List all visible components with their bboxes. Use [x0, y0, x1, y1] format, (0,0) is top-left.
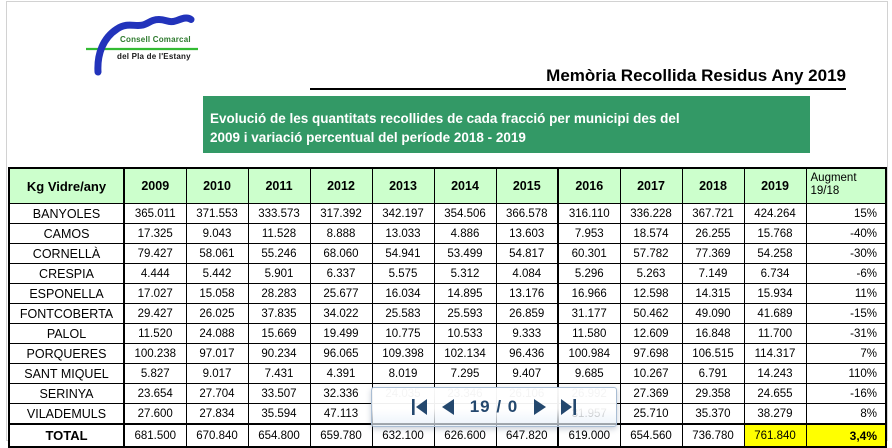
table-cell: 25.583 [372, 304, 434, 324]
table-cell: 100.984 [558, 344, 620, 364]
table-cell: 15.768 [744, 224, 806, 244]
column-header: 2012 [310, 168, 372, 204]
table-cell: 25.677 [310, 284, 372, 304]
column-header: 2015 [496, 168, 558, 204]
column-header: 2017 [620, 168, 682, 204]
table-cell: 60.301 [558, 244, 620, 264]
column-header: Kg Vidre/any [9, 168, 124, 204]
column-header: 2016 [558, 168, 620, 204]
table-cell: 11% [806, 284, 886, 304]
table-cell: 316.110 [558, 204, 620, 224]
table-cell: 11.528 [248, 224, 310, 244]
table-cell: 4.444 [124, 264, 186, 284]
table-cell: -30% [806, 244, 886, 264]
table-cell: 15.934 [744, 284, 806, 304]
table-cell: 632.100 [372, 424, 434, 447]
table-cell: 5.296 [558, 264, 620, 284]
table-cell: 57.782 [620, 244, 682, 264]
table-cell: 5.901 [248, 264, 310, 284]
table-cell: 49.090 [682, 304, 744, 324]
logo-text-line1: Consell Comarcal [120, 35, 191, 44]
table-row [9, 324, 886, 344]
column-header: 2013 [372, 168, 434, 204]
table-cell: 25.710 [620, 404, 682, 425]
table-cell: 29.427 [124, 304, 186, 324]
table-row [9, 304, 886, 324]
table-cell: 96.436 [496, 344, 558, 364]
table-cell: 670.840 [186, 424, 248, 447]
table-cell: 736.780 [682, 424, 744, 447]
section-banner [203, 96, 810, 153]
row-label: PALOL [9, 324, 124, 344]
table-cell: 5.312 [434, 264, 496, 284]
table-cell: 15.669 [248, 324, 310, 344]
table-cell: 110% [806, 364, 886, 384]
table-cell: 27.704 [186, 384, 248, 404]
table-cell: 17.325 [124, 224, 186, 244]
table-cell: 5.575 [372, 264, 434, 284]
table-cell: 55.246 [248, 244, 310, 264]
table-cell: 3,4% [806, 424, 886, 447]
table-cell: 50.462 [620, 304, 682, 324]
table-cell: 6.791 [682, 364, 744, 384]
row-label: PORQUERES [9, 344, 124, 364]
table-cell: 9.043 [186, 224, 248, 244]
table-cell: 17.027 [124, 284, 186, 304]
table-cell: 114.317 [744, 344, 806, 364]
table-cell: 8.019 [372, 364, 434, 384]
banner-line1: Evolució de les quantitats recollides de cada fracció per municipi des del [210, 111, 680, 126]
table-cell: 38.279 [744, 404, 806, 425]
next-page-button[interactable] [533, 398, 547, 416]
table-cell: 16.848 [682, 324, 744, 344]
row-label: CRESPIA [9, 264, 124, 284]
table-cell: -40% [806, 224, 886, 244]
row-label: ESPONELLA [9, 284, 124, 304]
table-cell: 16.034 [372, 284, 434, 304]
table-cell: -31% [806, 324, 886, 344]
table-cell: 24.088 [186, 324, 248, 344]
table-row [9, 244, 886, 264]
table-cell: 7% [806, 344, 886, 364]
table-cell: 6.337 [310, 264, 372, 284]
table-cell: 8.888 [310, 224, 372, 244]
table-cell: 354.506 [434, 204, 496, 224]
table-cell: 626.600 [434, 424, 496, 447]
table-row [9, 344, 886, 364]
table-cell: 761.840 [744, 424, 806, 447]
table-cell: 90.234 [248, 344, 310, 364]
table-cell: 102.134 [434, 344, 496, 364]
table-row [9, 364, 886, 384]
row-label: TOTAL [9, 424, 124, 447]
table-cell: 53.499 [434, 244, 496, 264]
column-header: 2010 [186, 168, 248, 204]
table-cell: 10.267 [620, 364, 682, 384]
table-cell: 77.369 [682, 244, 744, 264]
column-header: 2019 [744, 168, 806, 204]
table-cell: 26.859 [496, 304, 558, 324]
last-page-button[interactable] [560, 398, 577, 416]
table-cell: -6% [806, 264, 886, 284]
column-header: 2011 [248, 168, 310, 204]
previous-page-button[interactable] [441, 398, 455, 416]
column-header: Augment 19/18 [806, 168, 886, 204]
table-cell: 424.264 [744, 204, 806, 224]
row-label: SERINYA [9, 384, 124, 404]
table-cell: 33.507 [248, 384, 310, 404]
table-cell: 58.061 [186, 244, 248, 264]
table-cell: 15% [806, 204, 886, 224]
column-header: 2009 [124, 168, 186, 204]
table-cell: 27.600 [124, 404, 186, 425]
table-cell: 11.520 [124, 324, 186, 344]
table-cell: 5.263 [620, 264, 682, 284]
table-total-row [9, 424, 886, 447]
table-cell: 31.177 [558, 304, 620, 324]
column-header: 2018 [682, 168, 744, 204]
table-row [9, 224, 886, 244]
table-cell: 14.315 [682, 284, 744, 304]
table-cell: 654.800 [248, 424, 310, 447]
table-cell: 19.499 [310, 324, 372, 344]
table-cell: 26.255 [682, 224, 744, 244]
table-cell: 10.775 [372, 324, 434, 344]
table-cell: 100.238 [124, 344, 186, 364]
table-cell: 681.500 [124, 424, 186, 447]
table-cell: 29.358 [682, 384, 744, 404]
table-cell: 366.578 [496, 204, 558, 224]
table-row [9, 204, 886, 224]
table-cell: -15% [806, 304, 886, 324]
table-cell: 54.941 [372, 244, 434, 264]
table-cell: 12.598 [620, 284, 682, 304]
table-cell: 35.594 [248, 404, 310, 425]
consell-comarcal-logo [84, 8, 206, 76]
table-cell: 647.820 [496, 424, 558, 447]
table-cell: 9.017 [186, 364, 248, 384]
table-cell: 23.654 [124, 384, 186, 404]
table-cell: 35.370 [682, 404, 744, 425]
table-cell: 97.017 [186, 344, 248, 364]
table-cell: 24.655 [744, 384, 806, 404]
table-cell: 15.058 [186, 284, 248, 304]
table-cell: 7.149 [682, 264, 744, 284]
row-label: VILADEMULS [9, 404, 124, 425]
table-row [9, 264, 886, 284]
table-cell: 5.827 [124, 364, 186, 384]
table-cell: 333.573 [248, 204, 310, 224]
row-label: FONTCOBERTA [9, 304, 124, 324]
table-cell: 12.609 [620, 324, 682, 344]
banner-line2: 2009 i variació percentual del període 2018 - 2019 [210, 130, 526, 145]
table-header [9, 168, 886, 204]
table-cell: 32.336 [310, 384, 372, 404]
table-cell: 109.398 [372, 344, 434, 364]
table-cell: 54.817 [496, 244, 558, 264]
table-cell: 47.113 [310, 404, 372, 425]
table-cell: 317.392 [310, 204, 372, 224]
table-cell: 365.011 [124, 204, 186, 224]
table-cell: 26.025 [186, 304, 248, 324]
column-header: 2014 [434, 168, 496, 204]
table-cell: 7.295 [434, 364, 496, 384]
table-cell: 7.953 [558, 224, 620, 244]
table-cell: 336.228 [620, 204, 682, 224]
table-cell: 10.533 [434, 324, 496, 344]
table-cell: 11.580 [558, 324, 620, 344]
table-cell: 342.197 [372, 204, 434, 224]
logo-text-line2: del Pla de l'Estany [117, 52, 191, 61]
table-cell: 659.780 [310, 424, 372, 447]
document-title: Memòria Recollida Residus Any 2019 [310, 66, 846, 90]
table-cell: 106.515 [682, 344, 744, 364]
table-cell: 13.176 [496, 284, 558, 304]
table-cell: 96.065 [310, 344, 372, 364]
table-cell: 6.734 [744, 264, 806, 284]
row-label: CAMOS [9, 224, 124, 244]
table-cell: 9.333 [496, 324, 558, 344]
table-cell: 4.886 [434, 224, 496, 244]
table-cell: 28.283 [248, 284, 310, 304]
page-indicator: 19 / 0 [469, 397, 519, 416]
table-cell: 79.427 [124, 244, 186, 264]
table-cell: 41.689 [744, 304, 806, 324]
table-cell: 25.593 [434, 304, 496, 324]
table-row [9, 284, 886, 304]
table-cell: 13.033 [372, 224, 434, 244]
table-cell: 367.721 [682, 204, 744, 224]
table-cell: 68.060 [310, 244, 372, 264]
table-cell: 14.895 [434, 284, 496, 304]
table-cell: 13.603 [496, 224, 558, 244]
table-cell: 5.442 [186, 264, 248, 284]
table-cell: 654.560 [620, 424, 682, 447]
table-cell: 16.966 [558, 284, 620, 304]
table-cell: -16% [806, 384, 886, 404]
table-cell: 34.022 [310, 304, 372, 324]
table-cell: 4.391 [310, 364, 372, 384]
table-cell: 8% [806, 404, 886, 425]
table-cell: 11.700 [744, 324, 806, 344]
table-cell: 27.369 [620, 384, 682, 404]
table-cell: 14.243 [744, 364, 806, 384]
table-cell: 54.258 [744, 244, 806, 264]
table-cell: 7.431 [248, 364, 310, 384]
table-cell: 97.698 [620, 344, 682, 364]
table-cell: 619.000 [558, 424, 620, 447]
table-cell: 9.407 [496, 364, 558, 384]
row-label: CORNELLÀ [9, 244, 124, 264]
table-cell: 27.834 [186, 404, 248, 425]
row-label: SANT MIQUEL [9, 364, 124, 384]
table-cell: 371.553 [186, 204, 248, 224]
page-navigation-overlay[interactable] [371, 387, 617, 427]
table-cell: 9.685 [558, 364, 620, 384]
table-cell: 37.835 [248, 304, 310, 324]
row-label: BANYOLES [9, 204, 124, 224]
table-cell: 18.574 [620, 224, 682, 244]
first-page-button[interactable] [411, 398, 428, 416]
table-cell: 4.084 [496, 264, 558, 284]
